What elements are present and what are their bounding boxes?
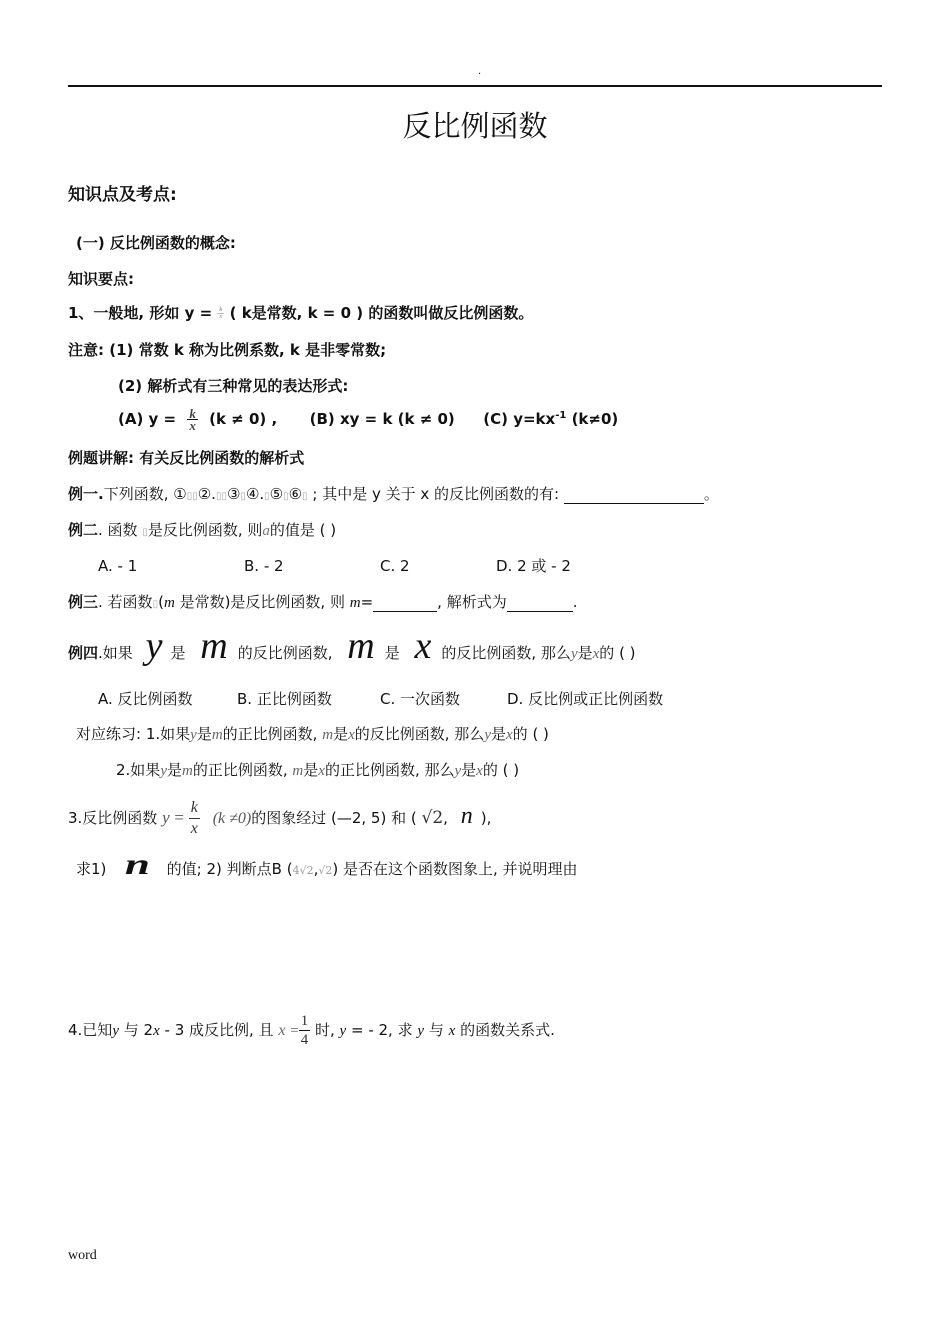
q3-text: 的图象经过 (—2, 5) 和 (: [251, 809, 417, 827]
example-2-text2: 是反比例函数, 则: [147, 521, 263, 539]
footer-label: word: [68, 1248, 97, 1263]
example-3-text5: , 解析式为: [437, 593, 507, 611]
form-c-prefix: (C) y=kx: [483, 410, 556, 428]
option-6-formula: ▯: [302, 491, 308, 502]
practice-2-m: m: [182, 763, 193, 779]
point-b-y: √2: [318, 864, 333, 877]
form-a-prefix: (A) y =: [118, 410, 177, 428]
practice-1-d: 是: [333, 725, 349, 743]
example-3-text3: 是常数)是反比例函数, 则: [179, 593, 345, 611]
question-4: [68, 1010, 555, 1051]
practice-1-b: 是: [196, 725, 212, 743]
q3-y: y: [162, 808, 170, 827]
example-4-option-c: C. 一次函数: [380, 690, 461, 708]
practice-1-x2: x: [506, 727, 513, 743]
answer-blank[interactable]: [564, 485, 704, 504]
q3-comma: ,: [443, 809, 448, 827]
q3-fraction: $\frac{k}{x}$: [190, 799, 198, 837]
practice-1-x: x: [348, 727, 355, 743]
practice-1-f: 是: [490, 725, 506, 743]
example-4-x2: x: [592, 646, 600, 662]
example-4-m: m: [200, 625, 228, 667]
question-3-line2: [76, 850, 578, 886]
definition-suffix: ( k是常数, k = 0 ) 的函数叫做反比例函数。: [229, 304, 534, 322]
form-b: (B) xy = k (k ≠ 0): [309, 410, 455, 428]
q4-y2: y: [339, 1023, 347, 1039]
q3-prefix: 3.反比例函数: [68, 809, 158, 827]
example-1-end: 。: [703, 485, 719, 503]
example-4-text3: 的反比例函数, 那么: [441, 644, 571, 662]
q3-condition: (k ≠0): [212, 810, 252, 827]
q4-y: y: [112, 1023, 119, 1039]
example-3-text2: (: [158, 593, 164, 611]
practice-1-g: 的 ( ): [512, 725, 549, 743]
practice-2-y2: y: [454, 763, 462, 779]
q3-line2-b: 的值; 2) 判断点B (: [166, 860, 293, 878]
example-2-option-d: D. 2 或 - 2: [496, 557, 571, 575]
practice-1-m2: m: [322, 727, 334, 743]
example-3: [68, 591, 577, 612]
q4-x2: x: [278, 1022, 286, 1039]
example-4-options: [98, 688, 663, 709]
option-6: ⑥: [288, 485, 303, 503]
formula-answer-blank[interactable]: [507, 593, 573, 612]
header-dot: .: [478, 66, 482, 77]
practice-1-m: m: [211, 727, 223, 743]
practice-1-y: y: [190, 727, 197, 743]
practice-1-c: 的正比例函数,: [222, 725, 318, 743]
example-1-question: ; 其中是 y 关于 x 的反比例函数的有:: [312, 485, 560, 503]
note-forms: [118, 408, 618, 431]
example-4-text4: 的 ( ): [599, 644, 636, 662]
example-3-label: 例三: [68, 593, 99, 611]
example-3-formula: ▯: [152, 599, 159, 610]
concept-heading: (一) 反比例函数的概念:: [76, 234, 236, 252]
definition-fraction: $\frac{k}{x}$: [219, 307, 223, 320]
example-4-shi2: 是: [384, 644, 400, 662]
practice-2-b: 是: [166, 761, 182, 779]
example-2-var: a: [262, 523, 270, 539]
practice-1: [76, 723, 549, 744]
example-3-var-m2: m: [349, 595, 361, 611]
example-2-option-a: A. - 1: [98, 557, 138, 575]
example-2-text: . 函数: [98, 521, 138, 539]
example-4: [68, 627, 636, 673]
q3-line2-c: ) 是否在这个函数图象上, 并说明理由: [332, 860, 578, 878]
practice-2-f: 是: [461, 761, 477, 779]
practice-2-x: x: [318, 763, 325, 779]
option-4-formula: ▯: [264, 491, 270, 502]
option-3-formula: ▯: [240, 491, 246, 502]
example-4-text2: 的反比例函数,: [237, 644, 333, 662]
example-4-label: 例四: [68, 644, 99, 662]
q4-g: 的函数关系式.: [460, 1021, 555, 1039]
practice-2-d: 是: [303, 761, 319, 779]
practice-2: [116, 759, 519, 780]
page-title: 反比例函数: [402, 109, 548, 143]
example-4-x: x: [414, 625, 432, 667]
form-c-exponent: -1: [555, 410, 567, 421]
question-3: [68, 796, 491, 839]
practice-1-a: 对应练习: 1.如果: [76, 725, 191, 743]
practice-2-c: 的正比例函数,: [192, 761, 288, 779]
q3-end: ),: [480, 809, 492, 827]
example-4-shi1: 是: [170, 644, 186, 662]
q4-b: 与 2: [123, 1021, 154, 1039]
q4-a: 4.已知: [68, 1021, 113, 1039]
practice-2-m2: m: [292, 763, 304, 779]
example-1-label: 例一.: [68, 485, 104, 503]
option-1: ①: [173, 485, 187, 503]
form-c-condition: (k≠0): [571, 410, 619, 428]
option-5: ⑤: [269, 485, 284, 503]
form-a-condition: (k ≠ 0) ,: [209, 410, 278, 428]
q4-c: - 3 成反比例, 且: [164, 1021, 274, 1039]
option-2: ②.: [197, 485, 216, 503]
option-2-formula: ▯▯: [215, 491, 227, 502]
option-3: ③: [226, 485, 241, 503]
definition-line: [68, 302, 533, 323]
note-line-2: (2) 解析式有三种常见的表达形式:: [118, 377, 349, 395]
example-1-text: 下列函数,: [103, 485, 169, 503]
example-4-text1: .如果: [98, 644, 133, 662]
practice-2-e: 的正比例函数, 那么: [324, 761, 455, 779]
practice-2-y: y: [160, 763, 167, 779]
option-4: ④.: [245, 485, 265, 503]
example-3-var-m: m: [163, 595, 175, 611]
section-heading: 知识点及考点:: [68, 185, 177, 205]
q4-fraction: $\frac{1}{4}$: [300, 1013, 309, 1048]
practice-2-x2: x: [476, 763, 483, 779]
examples-heading: 例题讲解: 有关反比例函数的解析式: [68, 449, 305, 467]
key-points-label: 知识要点:: [68, 270, 134, 288]
example-2-option-c: C. 2: [380, 557, 410, 575]
practice-1-y2: y: [484, 727, 491, 743]
example-4-option-b: B. 正比例函数: [237, 690, 332, 708]
q4-f: 与: [428, 1021, 444, 1039]
q3-sqrt: √2: [421, 808, 444, 828]
q3-n-big: n: [125, 848, 151, 881]
example-2-options: [98, 555, 571, 576]
practice-2-g: 的 ( ): [482, 761, 520, 779]
example-4-shi3: 是: [577, 644, 593, 662]
example-3-eq: =: [360, 593, 374, 611]
definition-prefix: 1、一般地, 形如 y =: [68, 304, 213, 322]
practice-2-a: 2.如果: [116, 761, 161, 779]
form-a-fraction: $\frac{k}{x}$: [189, 406, 196, 433]
q4-x: x: [153, 1023, 160, 1039]
m-answer-blank[interactable]: [373, 593, 437, 612]
note-line-1: 注意: (1) 常数 k 称为比例系数, k 是非零常数;: [68, 341, 387, 359]
example-2-label: 例二: [68, 521, 99, 539]
q4-y3: y: [417, 1023, 425, 1039]
q4-eq: =: [290, 1023, 299, 1039]
example-2-text3: 的值是 ( ): [269, 521, 337, 539]
example-4-m2: m: [347, 625, 375, 667]
example-4-y: y: [145, 625, 163, 667]
example-2: [68, 519, 336, 540]
example-1: [68, 483, 719, 504]
point-b-x: 4√2: [292, 864, 314, 877]
q3-line2-a: 求1): [76, 860, 107, 878]
q4-e: = - 2, 求: [351, 1021, 413, 1039]
example-2-option-b: B. - 2: [244, 557, 284, 575]
point-b-comma: ,: [313, 860, 319, 878]
example-4-option-a: A. 反比例函数: [98, 690, 193, 708]
practice-1-e: 的反比例函数, 那么: [354, 725, 485, 743]
option-5-formula: ▯: [283, 491, 289, 502]
example-2-formula: ▯: [142, 527, 148, 538]
example-3-end: .: [572, 593, 578, 611]
q4-x3: x: [448, 1023, 456, 1039]
q3-n: n: [460, 803, 473, 829]
q3-eq: =: [174, 808, 185, 827]
header-rule: [68, 85, 882, 87]
example-3-text1: . 若函数: [98, 593, 153, 611]
q4-d: 时,: [314, 1021, 335, 1039]
option-1-formula: ▯▯: [186, 491, 198, 502]
example-4-option-d: D. 反比例或正比例函数: [507, 690, 664, 708]
example-4-y2: y: [570, 646, 578, 662]
